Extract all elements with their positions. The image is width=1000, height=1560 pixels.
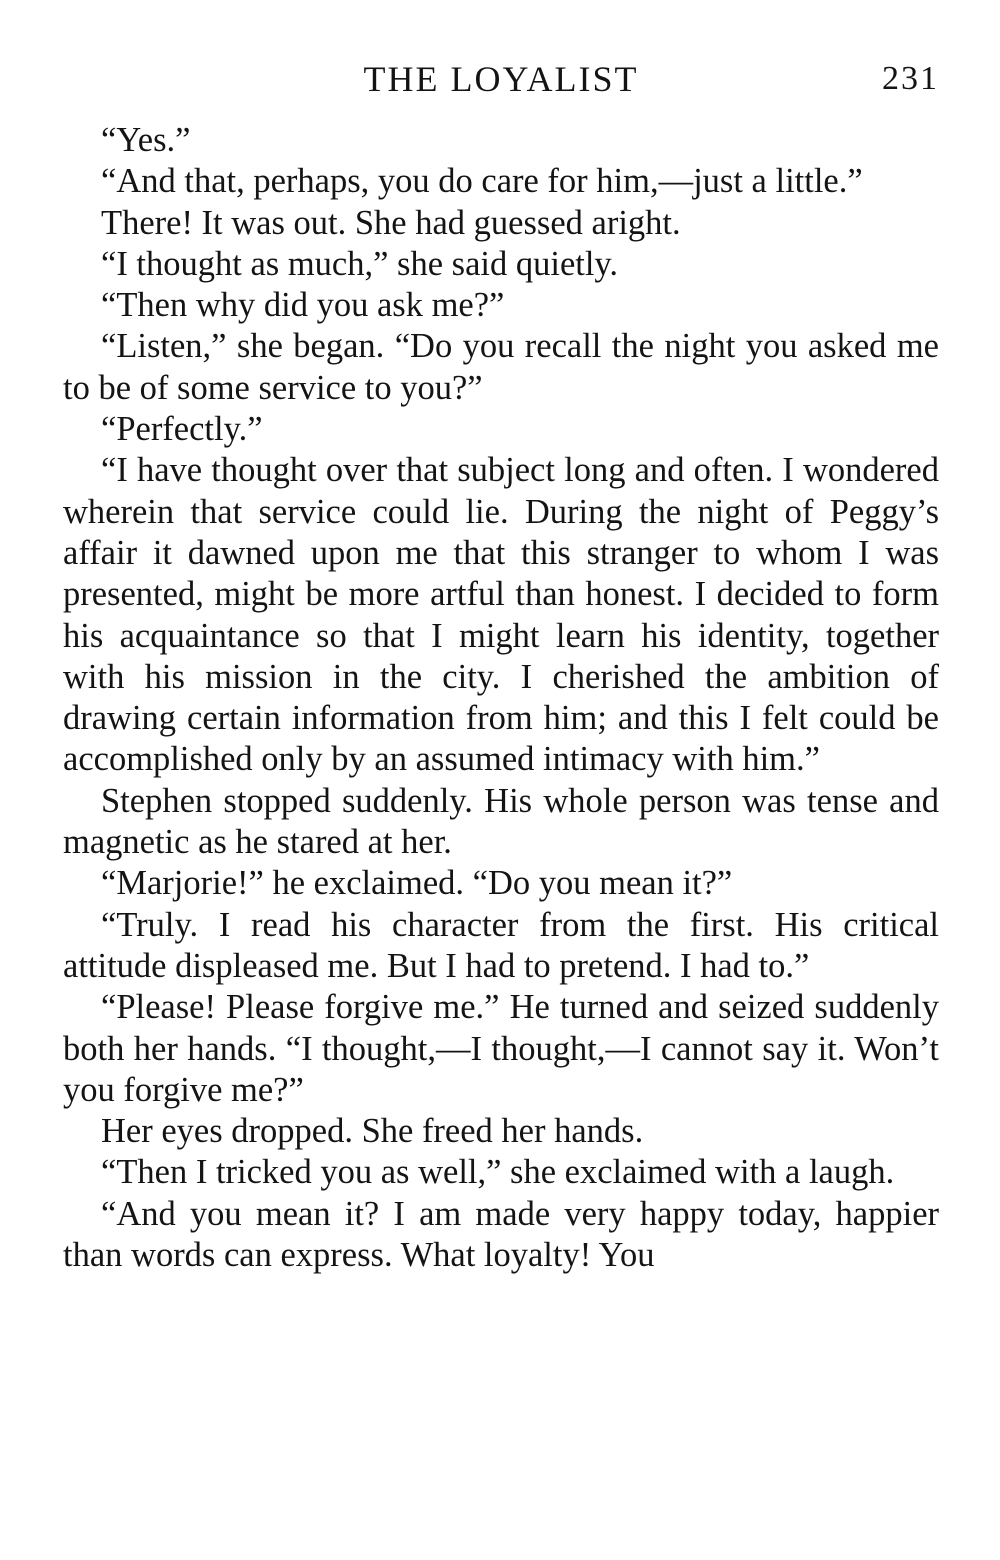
paragraph: “Perfectly.” [101,410,263,449]
paragraph: There! It was out. She had guessed aright. [101,203,681,242]
body-text [63,120,939,1276]
paragraph: Her eyes dropped. She freed her hands. [101,1112,644,1151]
paragraph: “And that, perhaps, you do care for him,—just a little.” [101,162,863,201]
running-title: THE LOYALIST [363,59,639,99]
paragraph: “Then I tricked you as well,” she exclaimed with a laugh. [101,1153,895,1192]
paragraph: “Yes.” [101,121,191,159]
paragraph: “Listen,” she began. “Do you recall the night you asked me to be of some service to you?” [63,327,939,407]
book-page [63,52,939,1276]
paragraph: “I thought as much,” she said quietly. [101,244,619,283]
paragraph: “Please! Please forgive me.” He turned and seized suddenly both her hands. “I thought,—I thought,—I cannot say it. Won’t you forgive me?” [63,988,939,1109]
paragraph: “Marjorie!” he exclaimed. “Do you mean it?” [101,864,733,903]
paragraph: “And you mean it? I am made very happy today, happier than words can express. What loyalty! You [63,1194,939,1275]
page-number: 231 [882,60,939,97]
paragraph: Stephen stopped suddenly. His whole person was tense and magnetic as he stared at her. [63,781,939,862]
paragraph: “I have thought over that subject long and often. I wondered wherein that service could lie. During the night of Peggy’s affair it dawned upon me that this stranger to whom I was presented, might be more artful than honest. I decided to form his acquaintance so that I might learn his identity, together with his mission in the city. I cherished the ambition of drawing certain information from him; and this I felt could be accomplished only by an assumed intimacy with him.” [63,451,939,779]
paragraph: “Truly. I read his character from the first. His critical attitude displeased me. But I had to pretend. I had to.” [63,905,939,985]
paragraph: “Then why did you ask me?” [101,286,505,325]
page-header [63,52,939,110]
